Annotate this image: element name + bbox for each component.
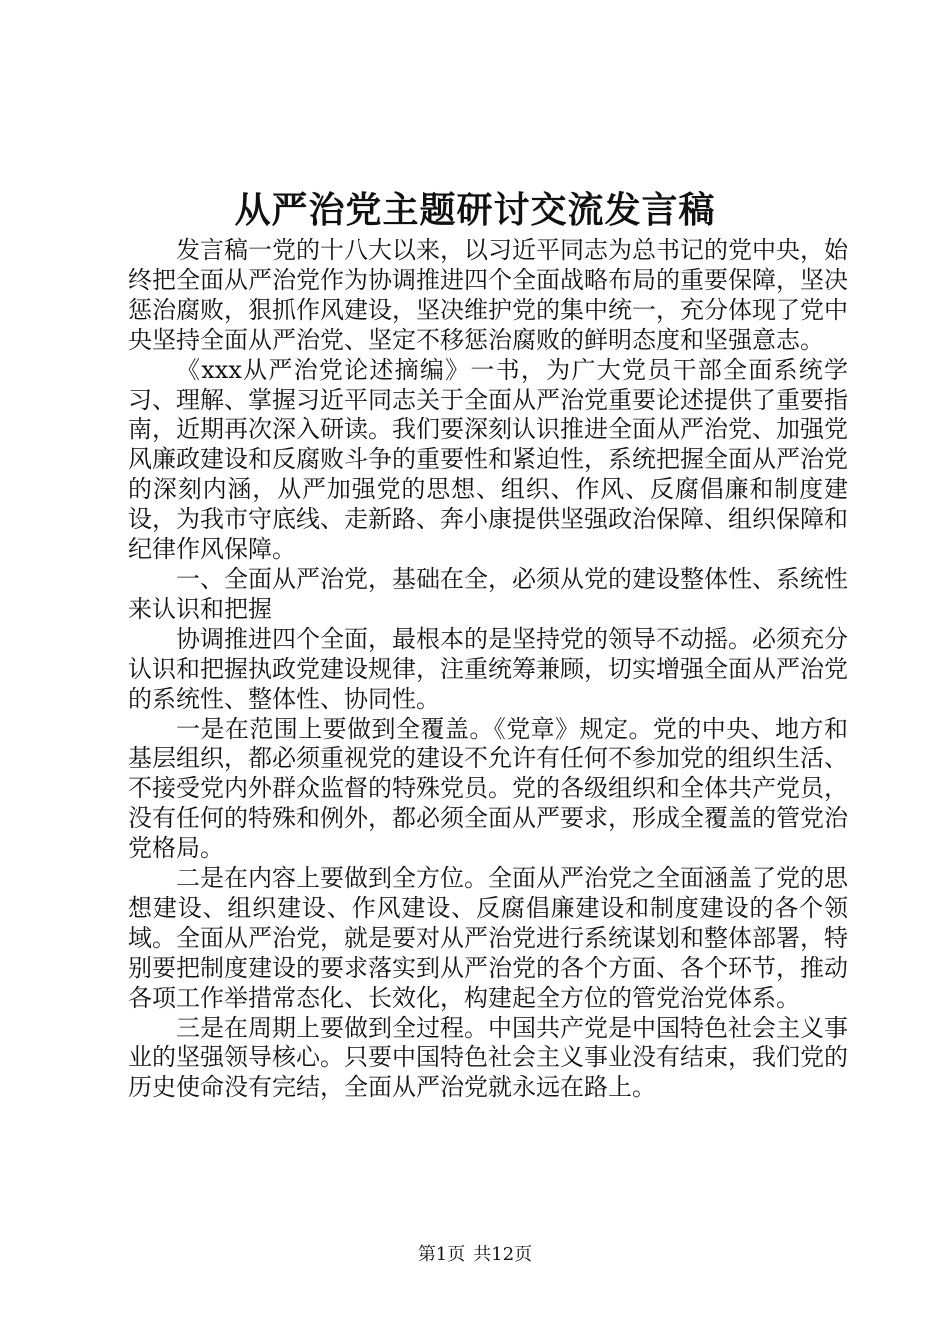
paragraph: 二是在内容上要做到全方位。全面从严治党之全面涵盖了党的思想建设、组织建设、作风建设、反腐倡廉建设和制度建设的各个领域。全面从严治党，就是要对从严治党进行系统谋划和整体部署，特别要把制度建设的要求落实到从严治党的各个方面、各个环节，推动各项工作举措常态化、长效化，构建起全方位的管党治党体系。 xyxy=(128,864,848,1012)
paragraph: 三是在周期上要做到全过程。中国共产党是中国特色社会主义事业的坚强领导核心。只要中国特色社会主义事业没有结束，我们党的历史使命没有完结，全面从严治党就永远在路上。 xyxy=(128,1013,848,1102)
paragraph: 协调推进四个全面，最根本的是坚持党的领导不动摇。必须充分认识和把握执政党建设规律，注重统筹兼顾，切实增强全面从严治党的系统性、整体性、协同性。 xyxy=(128,624,848,713)
page-number: 第1页 xyxy=(417,1244,466,1265)
section-heading: 一、全面从严治党，基础在全，必须从党的建设整体性、系统性来认识和把握 xyxy=(128,564,848,623)
paragraph: 《xxx从严治党论述摘编》一书，为广大党员干部全面系统学习、理解、掌握习近平同志关于全面从严治党重要论述提供了重要指南，近期再次深入研读。我们要深刻认识推进全面从严治党、加强党风廉政建设和反腐败斗争的重要性和紧迫性，系统把握全面从严治党的深刻内涵，从严加强党的思想、组织、作风、反腐倡廉和制度建设，为我市守底线、走新路、奔小康提供坚强政治保障、组织保障和纪律作风保障。 xyxy=(128,355,848,564)
page-footer xyxy=(0,1242,950,1268)
paragraph: 发言稿一党的十八大以来，以习近平同志为总书记的党中央，始终把全面从严治党作为协调推进四个全面战略布局的重要保障，坚决惩治腐败，狠抓作风建设，坚决维护党的集中统一，充分体现了党中央坚持全面从严治党、坚定不移惩治腐败的鲜明态度和坚强意志。 xyxy=(128,236,848,354)
paragraph: 一是在范围上要做到全覆盖。《党章》规定。党的中央、地方和基层组织，都必须重视党的建设不允许有任何不参加党的组织生活、不接受党内外群众监督的特殊党员。党的各级组织和全体共产党员，没有任何的特殊和例外，都必须全面从严要求，形成全覆盖的管党治党格局。 xyxy=(128,714,848,863)
document-body xyxy=(128,236,848,1103)
page-total: 共12页 xyxy=(473,1244,533,1265)
document-title: 从严治党主题研讨交流发言稿 xyxy=(234,189,716,231)
